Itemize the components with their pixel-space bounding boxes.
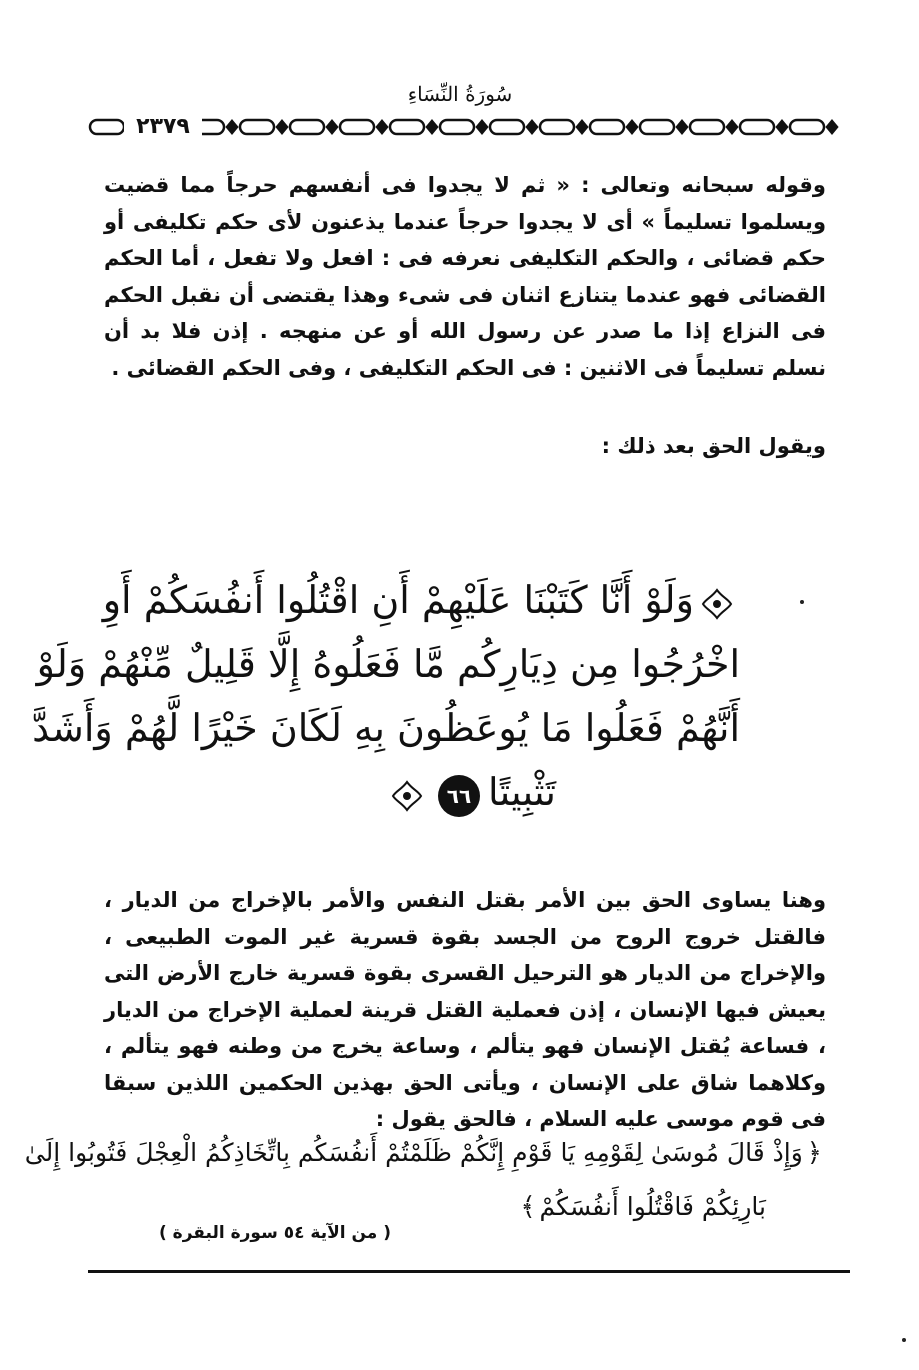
diamond-chain-icon (90, 120, 837, 134)
quote-text: بَارِئِكُمْ فَاقْتُلُوا أَنفُسَكُمْ (539, 1192, 766, 1221)
verse-text: تَثْبِيتًا (487, 770, 557, 814)
ink-speck (800, 600, 804, 604)
verse-citation: ( من الآية ٥٤ سورة البقرة ) (158, 1223, 392, 1243)
quran-verse-block (32, 568, 740, 828)
chain-link (790, 120, 824, 134)
floral-ornament-icon (390, 779, 424, 813)
chain-link (240, 120, 274, 134)
chain-link (740, 120, 774, 134)
chain-diamond (277, 121, 287, 133)
chain-diamond (677, 121, 687, 133)
chain-link (640, 120, 674, 134)
chain-diamond (527, 121, 537, 133)
chain-diamond (327, 121, 337, 133)
chain-link (440, 120, 474, 134)
chain-diamond (827, 121, 837, 133)
chain-link (490, 120, 524, 134)
chain-link (590, 120, 624, 134)
chain-link (340, 120, 374, 134)
chain-diamond (627, 121, 637, 133)
verse-text: وَلَوْ أَنَّا كَتَبْنَا عَلَيْهِمْ أَنِ اقْتُلُوا أَنفُسَكُمْ أَوِ (102, 578, 694, 622)
quote-line (24, 1126, 826, 1180)
chain-diamond (777, 121, 787, 133)
verse-line: اخْرُجُوا مِن دِيَارِكُم مَّا فَعَلُوهُ إِلَّا قَلِيلٌ مِّنْهُمْ وَلَوْ (36, 642, 740, 686)
page-number: ٢٣٧٩ (124, 113, 202, 141)
commentary-paragraph: وهنا يساوى الحق بين الأمر بقتل النفس والأمر بالإخراج من الديار ، فالقتل خروج الروح من الجسد بقوة قسرية غير الموت الطبيعى ، والإخراج من الديار هو الترحيل القسرى بقوة قسرية خارج الأرض التى يعيش فيها الإنسان ، إذن فعملية القتل قرينة لعملية الإخراج من الديار ، فساعة يُقتل الإنسان فهو يتألم ، وساعة يخرج من وطنه فهو يتألم ، وكلاهما شاق على الإنسان ، ويأتى الحق بهذين الحكمين اللذين سبقا فى قوم موسى عليه السلام ، فالحق يقول : (104, 888, 826, 1131)
surah-title: سُورَةُ النِّسَاءِ (407, 82, 513, 106)
chain-diamond (727, 121, 737, 133)
floral-ornament-icon (700, 587, 734, 621)
chain-diamond (427, 121, 437, 133)
verse-line: أَنَّهُمْ فَعَلُوا مَا يُوعَظُونَ بِهِ لَكَانَ خَيْرًا لَّهُمْ وَأَشَدَّ (32, 706, 740, 750)
chain-diamond (377, 121, 387, 133)
ink-speck (902, 1338, 906, 1342)
chain-link (690, 120, 724, 134)
chain-diamond (477, 121, 487, 133)
chain-link (540, 120, 574, 134)
chain-diamond (227, 121, 237, 133)
chain-link (390, 120, 424, 134)
chain-link (90, 120, 124, 134)
verse-line (102, 568, 740, 632)
verse-line (200, 760, 740, 824)
quran-open-bracket: ﴿ (806, 1138, 822, 1168)
chain-link (290, 120, 324, 134)
quote-text: وَإِذْ قَالَ مُوسَىٰ لِقَوْمِهِ يَا قَوْمِ إِنَّكُمْ ظَلَمْتُمْ أَنفُسَكُم بِاتِّخَاذِكُمُ الْعِجْلَ فَتُوبُوا إِلَىٰ (24, 1138, 803, 1167)
quran-close-bracket: ﴾ (520, 1192, 536, 1222)
footer-rule (88, 1270, 850, 1273)
chain-diamond (577, 121, 587, 133)
commentary-paragraph: وقوله سبحانه وتعالى : « ثم لا يجدوا فى أنفسهم حرجاً مما قضيت ويسلموا تسليماً » أى لا يجدوا حرجاً عندما يذعنون لأى حكم تكليفى أو حكم قضائى ، والحكم التكليفى نعرفه فى : افعل ولا تفعل ، أما الحكم القضائى فهو عندما يتنازع اثنان فى شىء وهذا يقتضى أن نقبل الحكم فى النزاع إذا ما صدر عن رسول الله أو عن منهجه . إذن فلا بد أن نسلم تسليماً فى الاثنين : فى الحكم التكليفى ، وفى الحكم القضائى . (104, 173, 826, 380)
verse-number-medallion: ٦٦ (438, 775, 480, 817)
transition-sentence: ويقول الحق بعد ذلك : (601, 434, 826, 458)
